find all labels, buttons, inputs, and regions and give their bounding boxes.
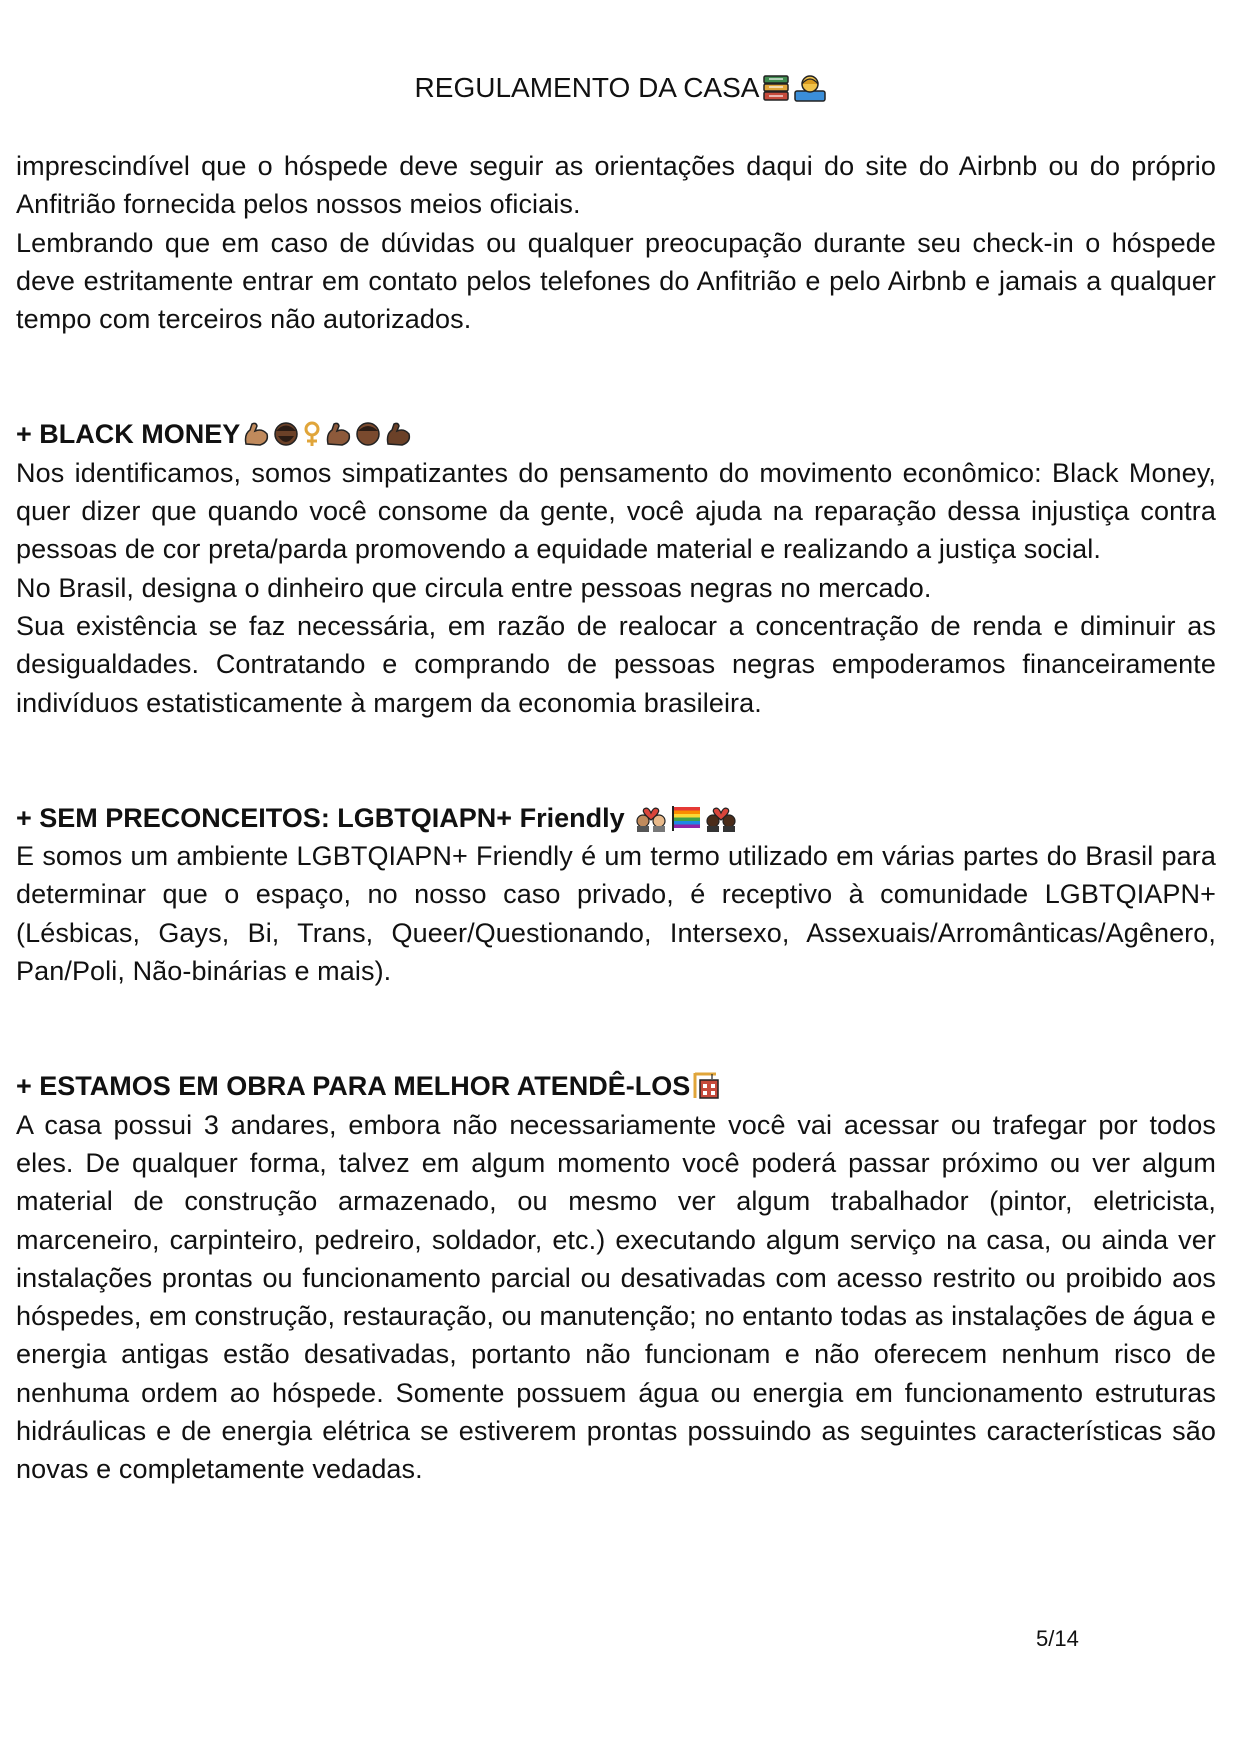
intro-paragraph: Lembrando que em caso de dúvidas ou qualquer preocupação durante seu check-in o hóspede deve estritamente entrar em contato pelos telefones do Anfitrião e pelo Airbnb e jamais a qualquer tempo com terceiros não autorizados. [16,227,1216,335]
section-paragraph: E somos um ambiente LGBTQIAPN+ Friendly é um termo utilizado em várias partes do Brasil para determinar que o espaço, no nosso caso privado, é receptivo à comunidade LGBTQIAPN+ (Lésbicas, Gays, Bi, Trans, Queer/Questionando, Intersexo, Assexuais/Arromânticas/Agênero, Pan/Poli, Não-binárias e mais). [16,841,1216,987]
section-heading-text: + BLACK MONEY [16,419,241,450]
page-title-text: REGULAMENTO DA CASA [414,72,760,103]
page-number: 5/14 [1036,1626,1079,1651]
flexed-biceps-icon [384,420,412,448]
flexed-biceps-icon [242,420,270,448]
document-body [16,147,1216,1489]
man-beard-icon [272,420,300,448]
female-sign-icon [302,420,322,448]
couple-with-heart-icon [634,804,668,832]
section-heading-em-obra [16,1067,1216,1105]
section-paragraph: Nos identificamos, somos simpatizantes do pensamento do movimento econômico: Black Money, quer dizer que quando você consome da gente, você ajuda na reparação dessa injustiça contra pessoas de cor preta/parda promovendo a equidade material e realizando a justiça social. [16,457,1216,565]
section-heading-sem-preconceitos [16,799,1216,837]
couple-with-heart-icon [704,804,738,832]
section-heading-text: + SEM PRECONCEITOS: LGBTQIAPN+ Friendly [16,802,633,833]
flexed-biceps-icon [324,420,352,448]
books-icon [761,73,791,103]
section-paragraph: A casa possui 3 andares, embora não necessariamente você vai acessar ou trafegar por todos eles. De qualquer forma, talvez em algum momento você poderá passar próximo ou ver algum material de construção armazenado, ou mesmo ver algum trabalhador (pintor, eletricista, marceneiro, carpinteiro, pedreiro, soldador, etc.) executando algum serviço na casa, ou ainda ver instalações prontas ou funcionamento parcial ou desativadas com acesso restrito ou proibido aos hóspedes, em construção, restauração, ou manutenção; no entanto todas as instalações de água e energia antigas estão desativadas, portanto não funcionam e não oferecem nenhum risco de nenhuma ordem ao hóspede. Somente possuem água ou energia em funcionamento estruturas hidráulicas e de energia elétrica se estiverem prontas possuindo as seguintes características são novas e completamente vedadas. [16,1109,1216,1485]
person-at-desk-icon [793,73,827,103]
rainbow-flag-icon [670,804,702,832]
construction-building-icon [692,1070,722,1100]
section-paragraph: Sua existência se faz necessária, em razão de realocar a concentração de renda e diminuir as desigualdades. Contratando e comprando de pessoas negras empoderamos financeiramente indivíduos estatisticamente à margem da economia brasileira. [16,610,1216,718]
section-heading-black-money [16,415,1216,453]
intro-paragraph: imprescindível que o hóspede deve seguir as orientações daqui do site do Airbnb ou do próprio Anfitrião fornecida pelos nossos meios oficiais. [16,151,1216,220]
section-paragraph: No Brasil, designa o dinheiro que circula entre pessoas negras no mercado. [16,572,932,603]
man-face-icon [354,420,382,448]
page-title [0,68,1242,108]
section-heading-text: + ESTAMOS EM OBRA PARA MELHOR ATENDÊ-LOS [16,1071,691,1102]
